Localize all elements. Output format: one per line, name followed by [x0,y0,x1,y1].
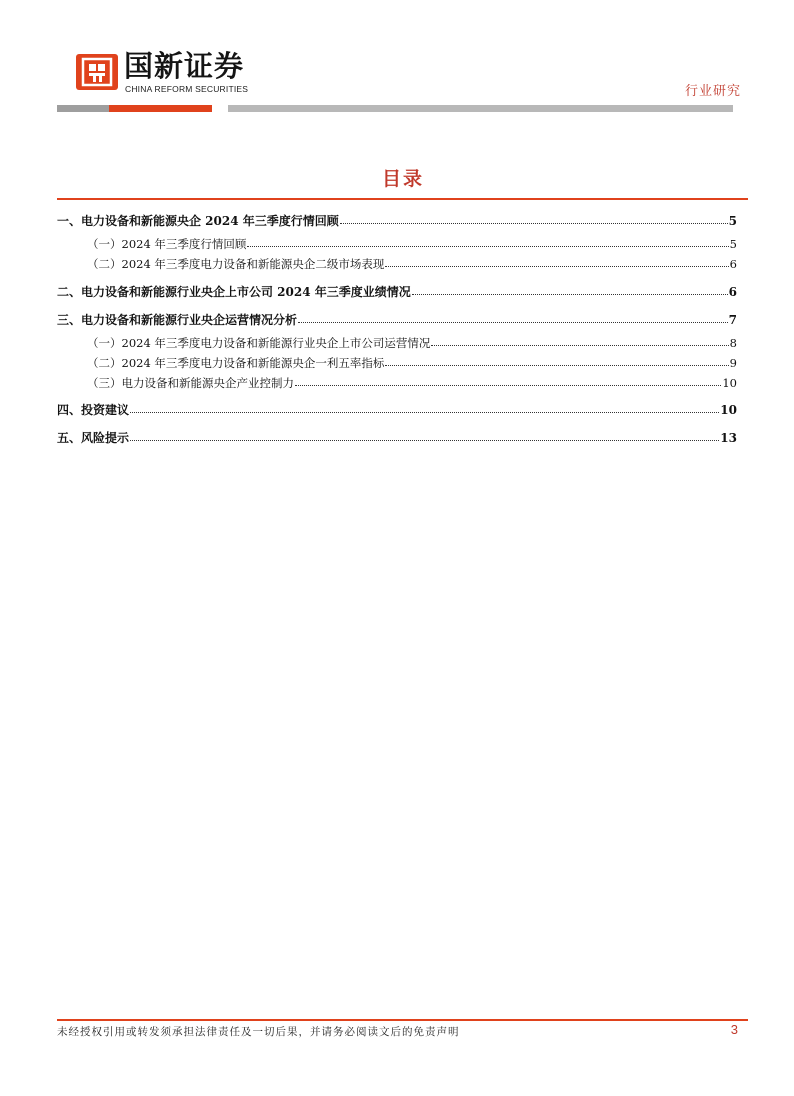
page-number: 3 [730,1022,738,1037]
toc-leader-dots [130,400,719,413]
brand-name-en: CHINA REFORM SECURITIES [125,84,249,94]
toc-entry-page: 10 [722,376,737,390]
toc-entry-page: 6 [729,257,737,271]
toc-entry-text: （二）2024 年三季度电力设备和新能源央企一利五率指标 [87,356,385,370]
header-divider-gray-right [228,105,733,112]
toc-entry-page: 6 [728,285,737,299]
toc-entry-text: （三）电力设备和新能源央企产业控制力 [87,376,294,390]
toc-entry-text: 四、投资建议 [57,403,130,417]
toc-entry-text: 三、电力设备和新能源行业央企运营情况分析 [57,313,298,327]
toc-title-rule [57,198,748,200]
toc-leader-dots [295,373,721,386]
toc-leader-dots [130,428,719,441]
toc-leader-dots [385,254,728,267]
toc-entry-page: 5 [729,237,737,251]
toc-leader-dots [431,333,728,346]
header-divider-accent [109,105,212,112]
toc-entry-page: 7 [728,313,737,327]
company-logo-icon [76,54,118,90]
toc-entry[interactable] [57,428,737,448]
footer-rule [57,1019,748,1021]
toc-entry-text: （一）2024 年三季度电力设备和新能源行业央企上市公司运营情况 [87,336,431,350]
report-type-label: 行业研究 [684,84,741,99]
header-divider-gray-left [57,105,109,112]
toc-entry-text: （二）2024 年三季度电力设备和新能源央企二级市场表现 [87,257,385,271]
toc-entry[interactable] [57,353,737,373]
toc-entry-text: 五、风险提示 [57,431,130,445]
toc-entry-page: 5 [728,214,737,228]
toc-entry[interactable] [57,400,737,420]
brand-name-cn: 国新证券 [124,49,245,83]
toc-entry[interactable] [57,211,737,231]
footer-disclaimer: 未经授权引用或转发须承担法律责任及一切后果，并请务必阅读文后的免责声明 [57,1026,460,1038]
toc-leader-dots [340,211,728,224]
toc-leader-dots [412,282,728,295]
toc-entry[interactable] [57,333,737,353]
toc-entry-text: 二、电力设备和新能源行业央企上市公司 2024 年三季度业绩情况 [57,285,411,299]
toc-leader-dots [385,353,728,366]
toc-entry-page: 13 [720,431,737,445]
toc-entry-text: （一）2024 年三季度行情回顾 [87,237,247,251]
toc-entry[interactable] [57,373,737,393]
toc-entry-page: 8 [729,336,737,350]
toc-entry-text: 一、电力设备和新能源央企 2024 年三季度行情回顾 [57,214,339,228]
toc-entry[interactable] [57,310,737,330]
toc-entry-page: 9 [729,356,737,370]
toc-entry[interactable] [57,282,737,302]
toc-entry-page: 10 [720,403,737,417]
toc-entry[interactable] [57,234,737,254]
toc-title: 目录 [381,168,424,190]
toc-leader-dots [298,310,728,323]
toc-leader-dots [247,234,728,247]
toc-entry[interactable] [57,254,737,274]
